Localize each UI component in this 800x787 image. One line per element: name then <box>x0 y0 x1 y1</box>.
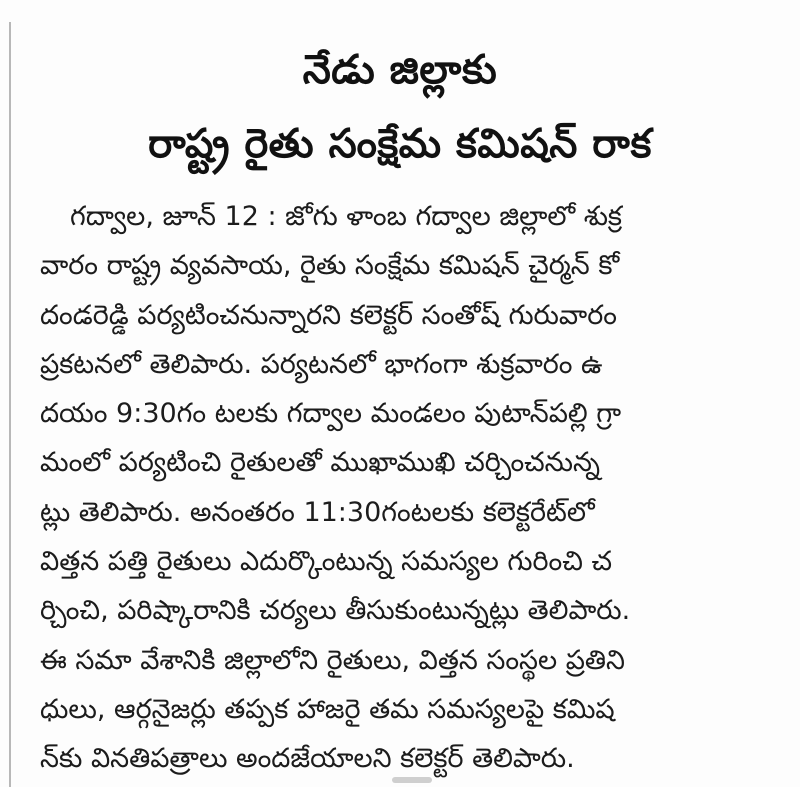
column-divider <box>9 22 11 787</box>
body-line: ర్చించి, పరిష్కారానికి చర్యలు తీసుకుంటున్నట్లు తెలిపారు. <box>40 595 631 627</box>
body-line: దయం 9:30గం టలకు గద్వాల మండలం పుటాన్‌పల్లి గ్రా <box>40 398 622 430</box>
body-line: వారం రాష్ట్ర వ్యవసాయ, రైతు సంక్షేమ కమిషన్ చైర్మన్ కో <box>40 250 620 282</box>
body-line: మంలో పర్యటించి రైతులతో ముఖాముఖి చర్చించనున్న <box>40 447 600 479</box>
clipping-cut-mark <box>392 777 432 783</box>
body-line: ప్రకటనలో తెలిపారు. పర్యటనలో భాగంగా శుక్రవారం ఉ <box>40 348 603 380</box>
article-body <box>40 192 740 784</box>
headline-line-2: రాష్ట్ర రైతు సంక్షేమ కమిషన్ రాక <box>148 121 652 167</box>
body-line: దండరెడ్డి పర్యటించనున్నారని కలెక్టర్ సంతోష్ గురువారం <box>40 299 617 331</box>
body-line: ధులు, ఆర్గనైజర్లు తప్పక హాజరై తమ సమస్యలపై కమిష <box>40 693 615 725</box>
body-line: విత్తన పత్తి రైతులు ఎదుర్కొంటున్న సమస్యల గురించి చ <box>40 546 613 578</box>
body-line: గద్వాల, జూన్ 12 : జోగు ళాంబ గద్వాల జిల్లాలో శుక్ర <box>70 201 623 232</box>
body-line: న్‌కు వినతిపత్రాలు అందజేయాలని కలెక్టర్ తెలిపారు. <box>40 743 575 775</box>
body-line: ఈ సమా వేశానికి జిల్లాలోని రైతులు, విత్తన సంస్థల ప్రతిని <box>40 644 625 676</box>
body-line: ట్లు తెలిపారు. అనంతరం 11:30గంటలకు కలెక్టరేట్‌లో <box>40 496 595 528</box>
headline-line-1: నేడు జిల్లాకు <box>302 47 498 93</box>
